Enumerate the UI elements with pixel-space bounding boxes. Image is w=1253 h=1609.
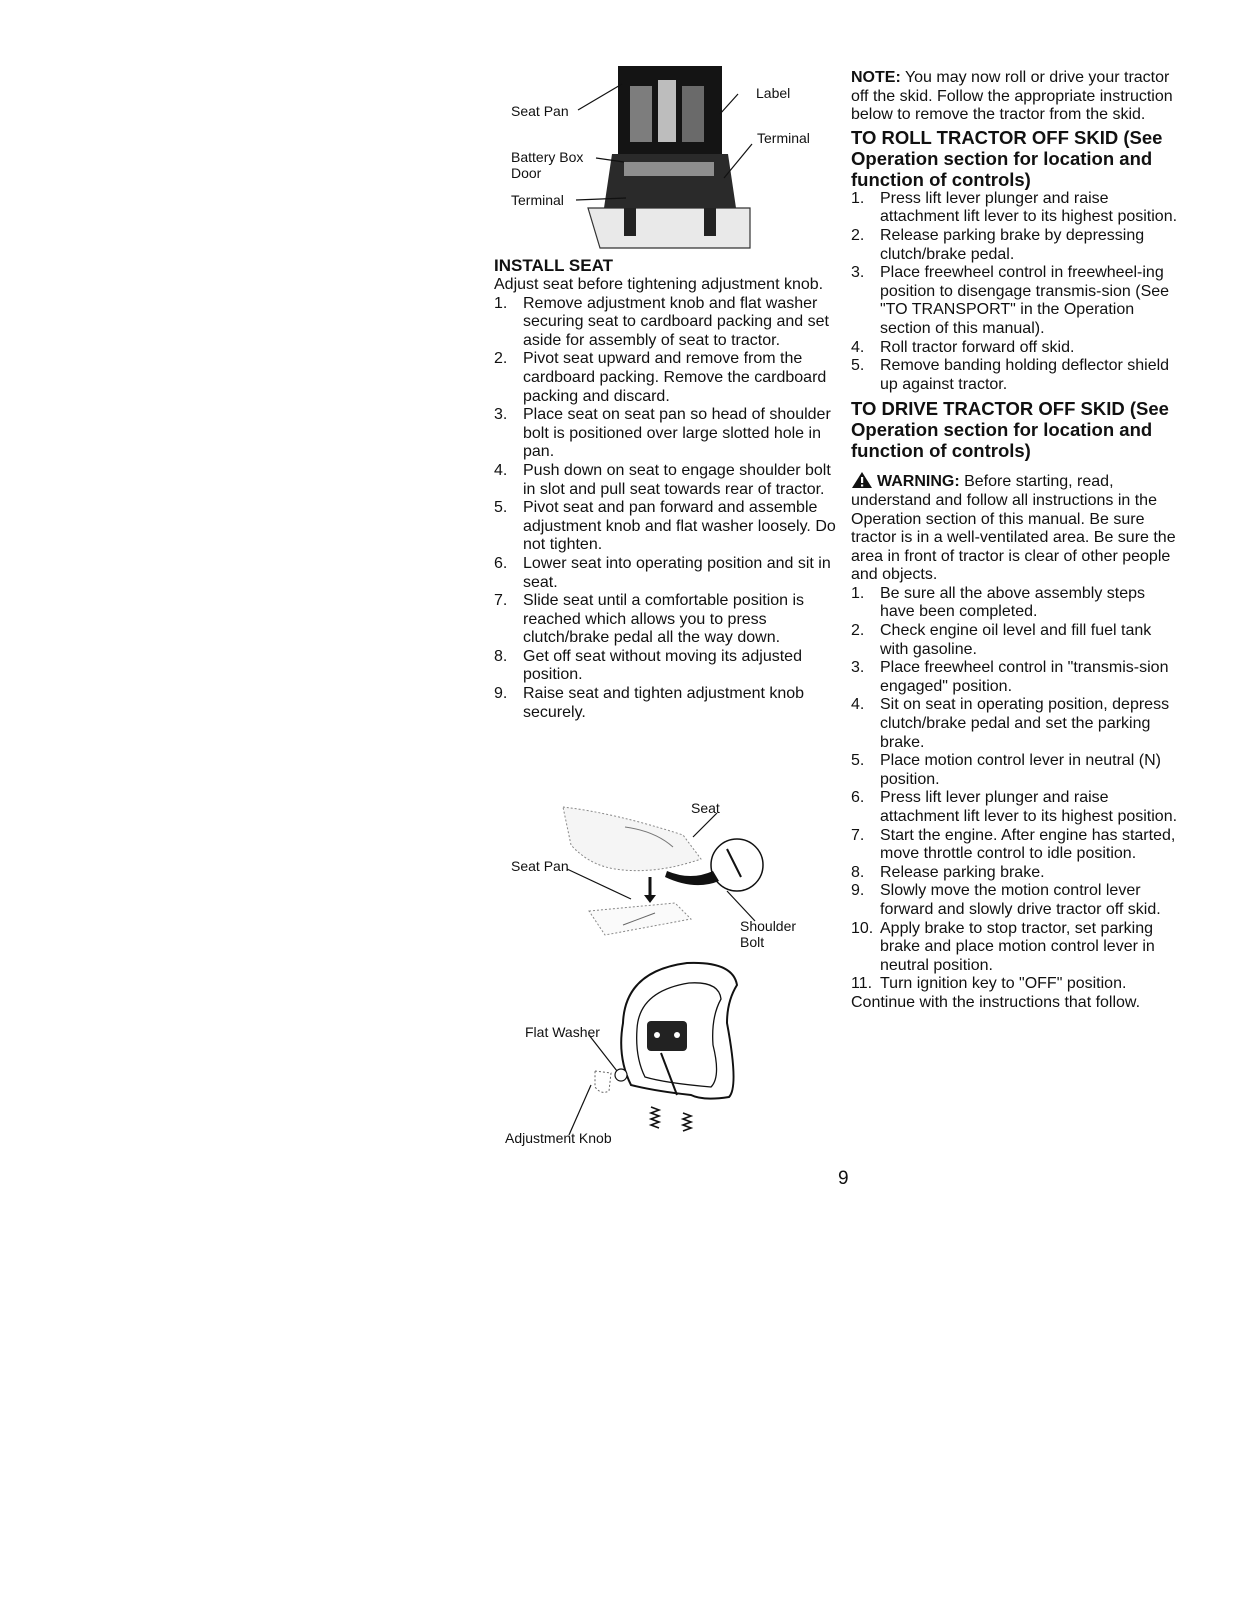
step-text: Remove adjustment knob and flat washer securing seat to cardboard packing and set aside for assembly of seat to tractor. [523,294,829,349]
label-seat-pan: Seat Pan [511,103,569,119]
label-flat-washer: Flat Washer [525,1024,600,1040]
step-number: 6. [494,554,508,572]
step-text: Get off seat without moving its adjusted position. [523,647,802,684]
warning-label: WARNING: [877,473,960,491]
step-item [494,462,839,499]
step-item [494,406,839,462]
install-seat-steps [494,295,839,723]
step-item [851,696,1181,752]
label-seat-pan-2: Seat Pan [511,858,569,874]
drive-off-steps [851,585,1181,994]
step-text: Lower seat into operating position and sit in seat. [523,554,831,591]
step-text: Roll tractor forward off skid. [880,338,1075,356]
step-number: 7. [851,826,865,844]
seat-assembly-figure [505,795,805,1150]
step-number: 5. [494,499,508,517]
step-number: 2. [851,226,865,244]
warning-triangle-icon [851,471,873,489]
step-text: Press lift lever plunger and raise attachment lift lever to its highest position. [880,189,1178,226]
page-number: 9 [838,1168,849,1189]
step-text: Place motion control lever in neutral (N) position. [880,752,1162,788]
step-text: Push down on seat to engage shoulder bolt in slot and pull seat towards rear of tractor. [523,461,831,498]
step-number: 4. [851,338,865,356]
step-text: Turn ignition key to "OFF" position. [880,975,1127,993]
step-text: Place freewheel control in freewheel-ing position to disengage transmis-sion (See "TO TRANSPORT" in the Operation section of this manual). [880,264,1170,337]
step-item [851,339,1181,358]
warning-paragraph [851,471,1181,585]
skid-removal-section [851,69,1181,1013]
step-number: 1. [494,294,508,312]
step-number: 2. [494,350,508,368]
step-item [494,499,839,555]
step-item [494,648,839,685]
roll-off-heading: TO ROLL TRACTOR OFF SKID (See Operation section for location and function of controls) [851,126,1163,190]
step-item [851,659,1181,696]
step-item [851,190,1181,227]
step-text: Start the engine. After engine has started, move throttle control to idle position. [880,826,1176,863]
step-item [494,555,839,592]
step-text: Release parking brake by depressing clutch/brake pedal. [880,226,1145,263]
step-number: 10. [851,919,874,937]
step-item [851,827,1181,864]
step-item [851,227,1181,264]
note-label: NOTE: [851,69,901,86]
label-shoulder-bolt: Shoulder Bolt [740,918,797,950]
step-text: Slide seat until a comfortable position is reached which allows you to press clutch/brake pedal all the way down. [523,592,805,647]
note-text: You may now roll or drive your tractor off the skid. Follow the appropriate instruction below to remove the tractor from the skid. [851,69,1173,124]
step-number: 4. [494,461,508,479]
step-number: 3. [494,406,508,424]
step-text: Place seat on seat pan so head of shoulder bolt is positioned over large slotted hole in pan. [523,406,831,461]
step-number: 9. [494,685,508,703]
step-number: 5. [851,752,865,770]
step-item [851,975,1181,994]
note-paragraph [851,69,1181,125]
step-number: 7. [494,592,508,610]
step-item [851,357,1181,394]
step-item [851,622,1181,659]
step-number: 9. [851,882,865,900]
step-item [494,295,839,351]
install-seat-intro: Adjust seat before tightening adjustment knob. [494,276,824,293]
step-text: Place freewheel control in "transmis-sion engaged" position. [880,659,1169,695]
step-item [851,920,1181,976]
step-text: Sit on seat in operating position, depress clutch/brake pedal and set the parking brake. [880,696,1170,751]
step-item [851,752,1181,789]
step-text: Check engine oil level and fill fuel tank with gasoline. [880,622,1152,658]
step-text: Remove banding holding deflector shield up against tractor. [880,357,1170,393]
step-item [851,789,1181,826]
closing-text: Continue with the instructions that follow. [851,993,1141,1011]
install-seat-section [494,256,839,722]
step-number: 3. [851,659,865,677]
step-text: Press lift lever plunger and raise attachment lift lever to its highest position. [880,789,1178,825]
step-item [851,864,1181,883]
step-number: 3. [851,264,865,282]
step-item [851,585,1181,622]
step-item [494,350,839,406]
step-number: 4. [851,696,865,714]
step-number: 5. [851,357,865,375]
label-label: Label [756,85,791,101]
label-battery-box-door: Battery Box Door [511,149,584,181]
step-number: 2. [851,622,865,640]
step-item [494,592,839,648]
label-seat: Seat [691,800,720,816]
step-number: 8. [494,647,508,665]
label-adjustment-knob: Adjustment Knob [505,1130,612,1146]
step-item [494,685,839,722]
step-number: 6. [851,789,865,807]
step-number: 1. [851,584,865,602]
step-text: Pivot seat upward and remove from the cardboard packing. Remove the cardboard packing and discard. [523,350,827,405]
step-number: 1. [851,189,865,207]
step-number: 11. [851,975,873,993]
step-item [851,882,1181,919]
step-text: Slowly move the motion control lever forward and slowly drive tractor off skid. [880,882,1161,918]
step-text: Pivot seat and pan forward and assemble adjustment knob and flat washer loosely. Do not tighten. [523,499,836,554]
step-text: Raise seat and tighten adjustment knob securely. [523,685,805,721]
roll-off-steps [851,190,1181,395]
label-terminal-left: Terminal [511,192,564,208]
label-terminal-right: Terminal [757,130,810,146]
step-text: Apply brake to stop tractor, set parking brake and place motion control lever in neutral position. [880,919,1155,974]
warning-text: Before starting, read, understand and follow all instructions in the Operation section of this manual. Be sure tractor is in a well-ventilated area. Be sure the area in front of tractor is clear of other people and objects. [851,473,1176,584]
install-seat-heading: INSTALL SEAT [494,256,613,275]
step-number: 8. [851,863,865,881]
step-text: Release parking brake. [880,863,1045,881]
drive-off-heading: TO DRIVE TRACTOR OFF SKID (See Operation section for location and function of controls) [851,398,1169,462]
step-item [851,264,1181,338]
step-text: Be sure all the above assembly steps have been completed. [880,584,1146,621]
